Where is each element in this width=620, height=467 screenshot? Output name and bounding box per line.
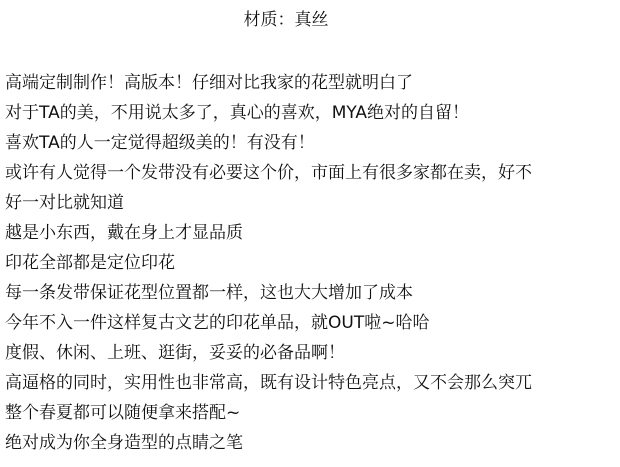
description-line: 绝对成为你全身造型的点睛之笔 <box>5 433 243 453</box>
description-line: 好一对比就知道 <box>5 193 124 213</box>
description-line: 高端定制制作！高版本！仔细对比我家的花型就明白了 <box>5 73 413 93</box>
description-line: 印花全部都是定位印花 <box>5 253 175 273</box>
material-line: 材质：真丝 <box>243 10 329 30</box>
description-line: 整个春夏都可以随便拿来搭配~ <box>5 403 241 423</box>
description-line: 高逼格的同时，实用性也非常高，既有设计特色亮点，又不会那么突兀 <box>5 373 532 393</box>
description-line: 每一条发带保证花型位置都一样，这也大大增加了成本 <box>5 283 413 303</box>
description-line: 度假、休闲、上班、逛街，妥妥的必备品啊！ <box>5 343 345 363</box>
description-line: 对于TA的美，不用说太多了，真心的喜欢，MYA绝对的自留！ <box>5 103 470 123</box>
description-line: 喜欢TA的人一定觉得超级美的！有没有！ <box>5 133 315 153</box>
description-text <box>5 68 617 458</box>
description-line: 或许有人觉得一个发带没有必要这个价，市面上有很多家都在卖，好不 <box>5 163 532 183</box>
description-line: 越是小东西，戴在身上才显品质 <box>5 223 243 243</box>
description-line: 今年不入一件这样复古文艺的印花单品，就OUT啦~哈哈 <box>5 313 430 333</box>
